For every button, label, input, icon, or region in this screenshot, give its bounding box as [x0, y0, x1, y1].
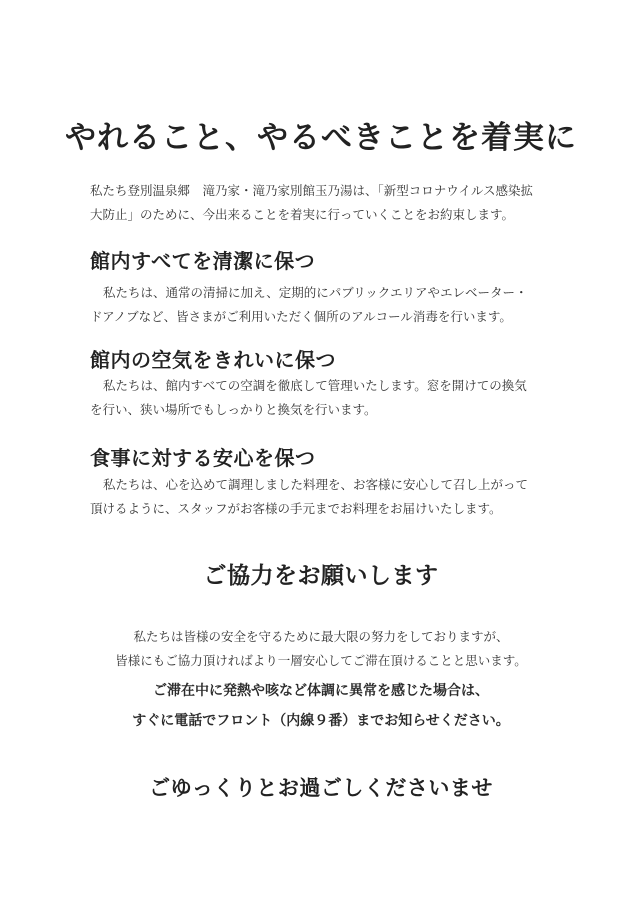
request-line-2: 皆様にもご協力頂ければより一層安心してご滞在頂けることと思います。	[115, 653, 527, 668]
section-body-line: 私たちは、心を込めて調理しました料理を、お客様に安心して召し上がって	[103, 477, 529, 492]
request-title: ご協力をお願いします	[203, 563, 439, 589]
request-paragraph	[0, 625, 642, 673]
section-body-line: を行い、狭い場所でもしっかりと換気を行います。	[90, 402, 377, 417]
section-heading-air: 館内の空気をきれいに保つ	[90, 348, 336, 372]
section-heading-meals: 食事に対する安心を保つ	[90, 446, 316, 470]
health-notice-line-2: すぐに電話でフロント（内線９番）までお知らせください。	[132, 713, 510, 729]
section-body-air	[90, 374, 560, 422]
intro-line-1: 私たち登別温泉郷 滝乃家・滝乃家別館玉乃湯は、「新型コロナウイルス感染拡	[90, 183, 534, 198]
section-body-meals	[90, 473, 560, 521]
request-line-1: 私たちは皆様の安全を守るために最大限の努力をしておりますが、	[133, 629, 509, 644]
intro-line-2: 大防止」のために、今出来ることを着実に行っていくことをお約束します。	[90, 207, 515, 222]
section-body-cleanliness	[90, 281, 560, 329]
section-heading-cleanliness: 館内すべてを清潔に保つ	[90, 249, 316, 273]
section-body-line: 私たちは、通常の清掃に加え、定期的にパブリックエリアやエレベーター・	[103, 285, 528, 300]
closing-message: ごゆっくりとお過ごしくださいませ	[149, 776, 493, 800]
intro-paragraph	[90, 179, 560, 227]
section-body-line: 私たちは、館内すべての空調を徹底して管理いたします。窓を開けての換気	[103, 378, 527, 393]
page-title: やれること、やるべきことを着実に	[65, 120, 577, 156]
health-notice-line-1: ご滞在中に発熱や咳など体調に異常を感じた場合は、	[153, 683, 489, 699]
section-body-line: 頂けるように、スタッフがお客様の手元までお料理をお届けいたします。	[90, 501, 502, 516]
section-body-line: ドアノブなど、皆さまがご利用いただく個所のアルコール消毒を行います。	[90, 309, 512, 324]
